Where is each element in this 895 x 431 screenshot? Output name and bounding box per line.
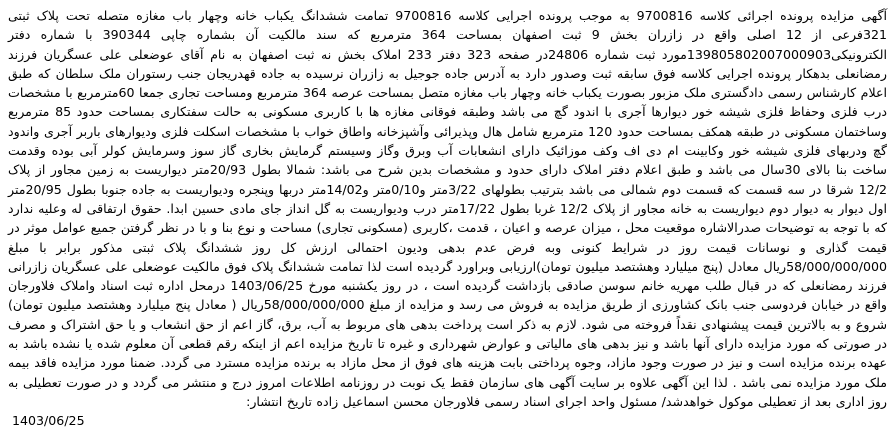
auction-notice-text: آگهی مزایده پرونده اجرائی کلاسه 9700816 به موجب پرونده اجرایی کلاسه 9700816 تمامت ششدانگ یکباب خانه وچهار باب مغازه متصله تحت پلاک ثبتی 321فرعی از 12 اصلی واقع در زازران بخش 9 ثبت اصفهان بمساحت 364 مترمربع که سند مالکیت آن بشماره چاپی 390344 با شماره دفتر الکترونیکی139805802007000903مورد ثبت شماره 24806در صفحه 323 دفتر 233 املاک بخش نه ثبت اصفهان به نام آقای عوضعلی علی عسگریان فرزند رمضانعلی بدهکار پرونده اجرایی کلاسه فوق سابقه ثبت وصدور دارد به آدرس جاده جوجیل به زازران نرسیده به جاده قهدریجان جنب رستوران ملک سلطان که طبق اعلام کارشناس رسمی دادگستری ملک مزبور بصورت یکباب خانه وچهار باب مغازه متصل بمساحت عرصه 364 مترمربع ومساحت تجاری جمعا 60مترمربع با مشخصات درب فلزی وحفاظ فلزی شیشه خور دیوارها آجری با اندود گچ می باشد وطبقه فوقانی مغازه ها با کاربری مسکونی به حالت سفتکاری بمساحت حدود 85 مترمربع وساختمان مسکونی در طبقه همکف بمساحت حدود 120 مترمربع شامل هال وپذیرائی وآشپزخانه واطاق خواب با مشخصات اسکلت فلزی ودیوارهای باربر آجری واندود گچ ودربهای فلزی شیشه خور وکابینت ام دی اف وکف موزائیک دارای انشعابات آب وبرق وگاز وسیستم گرمایش بخاری گاز سوز وسرمایش کولر آبی بوده وقدمت ساخت بنا بالای 30سال می باشد و طبق اعلام دفتر املاک دارای حدود و مشخصات بدین شرح می باشد: شمالا بطول 20/93متر دیواریست به زمین مجاور از پلاک 12/2 شرقا در سه قسمت که قسمت دوم شمالی می باشد بترتیب بطولهای 3/22متر و0/10متر و14/02متر دربها وپنجره ودیواریست به جاده جنوبا بطول 20/95متر اول دیوار به دیوار دوم دیواریست به خانه مجاور از پلاک 12/2 غربا بطول 17/22متر درب ودیواریست به گل انداز جای مادی حسین ابدا. حقوق ارتفاقی له وعلیه ندارد که با توجه به توضیحات صدرالاشاره موقعیت محل ، میزان عرصه و اعیان ، قدمت ،کاربری (مسکونی تجاری) مساحت و نوع بنا و با در نظر گرفتن جمیع عوامل موثر در قیمت گذاری و نوسانات قیمت روز در شرایط کنونی وبه فرض عدم بدهی ودیون احتمالی ارزش کل روز ششدانگ پلاک ثبتی مذکور برابر با مبلغ 58/000/000/000ریال معادل (پنج میلیارد وهشتصد میلیون تومان)ارزیابی وبراورد گردیده است لذا تمامت ششدانگ پلاک فوق مالکیت عوضعلی علی عسگریان زازرانی فرزند رمضانعلی که در قبال طلب مهریه خانم سوسن صادقی بازداشت گردیده است ، در روز یکشنبه مورخ 1403/06/25 درمحل اداره ثبت اسناد واملاک فلاورجان واقع در خیابان فردوسی جنب بانک کشاورزی از طریق مزایده به فروش می رسد و مزایده از مبلغ 58/000/000/000ریال ( معادل پنج میلیارد وهشتصد میلیون تومان) شروع و به بالاترین قیمت پیشنهادی نقداً فروخته می شود. لازم به ذکر است پرداخت بدهی های مربوط به آب، برق، گاز اعم از حق انشعاب و یا حق اشتراک و مصرف در صورتی که مورد مزایده دارای آنها باشد و نیز بدهی های مالیاتی و عوارض شهرداری و غیره تا تاریخ مزایده اعم از اینکه رقم قطعی آن معلوم شده یا نشده باشد به عهده برنده مزایده است و نیز در صورت وجود مازاد، وجوه پرداختی بابت هزینه های فوق از محل مازاد به برنده مزایده مسترد می گردد. ضمنا مورد مزایده فاقد بیمه ملک مورد مزایده نمی باشد . لذا این آگهی علاوه بر سایت آگهی های سازمان فقط یک نوبت در روزنامه اطلاعات امروز درج و منتشر می گردد و در صورت تعطیلی به روز اداری بعد از تعطیلی موکول خواهدشد/ مسئول واحد اجرای اسناد رسمی فلاورجان محسن اسماعیل زاده تاریخ انتشار: xyxy=(8,8,888,409)
publication-date: 1403/06/25 xyxy=(12,413,85,429)
